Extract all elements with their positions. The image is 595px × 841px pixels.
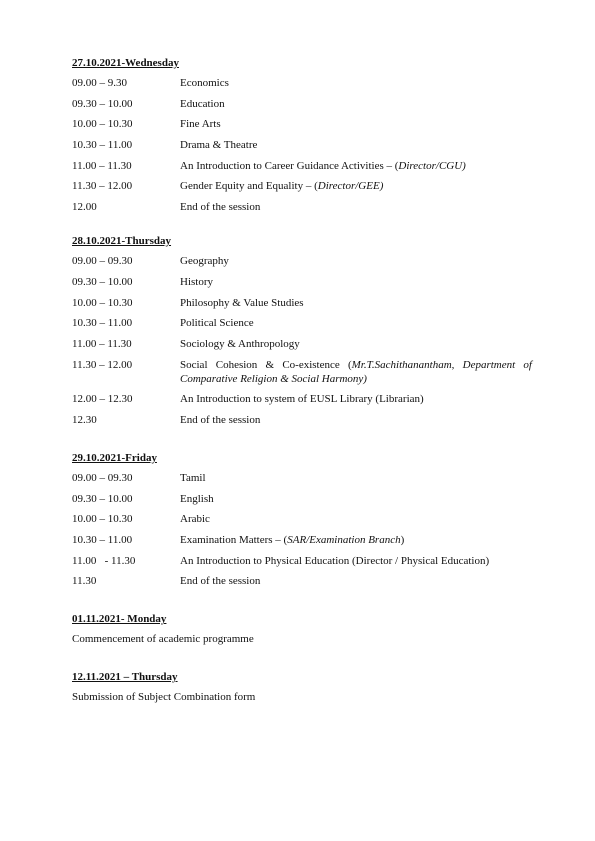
time-slot: 11.30: [72, 575, 97, 588]
event-text: Economics: [180, 77, 229, 89]
event-text: An Introduction to system of EUSL Library (Librarian): [180, 393, 424, 406]
event-description: [180, 296, 532, 310]
schedule-row: [72, 200, 532, 214]
schedule-row: [72, 574, 532, 588]
time-slot: 11.00 – 11.30: [72, 337, 132, 350]
event-description: [180, 76, 532, 90]
time-slot: 09.30 – 10.00: [72, 492, 133, 505]
schedule-row: [72, 275, 532, 289]
event-text: Gender Equity and Equality – (: [180, 180, 318, 193]
event-description: [180, 179, 532, 193]
milestone-text: Submission of Subject Combination form: [72, 691, 256, 704]
event-description: [180, 413, 532, 427]
day-section: [72, 234, 532, 427]
event-text-italic: Mr.T.Sachithanantham, Department of Comparative Religion & Social Harmony): [180, 358, 532, 385]
schedule-row: [72, 471, 532, 485]
event-text: Sociology & Anthropology: [180, 337, 300, 350]
event-text: Fine Arts: [180, 118, 221, 131]
time-slot: 10.30 – 11.00: [72, 139, 133, 152]
event-description: [180, 138, 532, 152]
time-slot: 12.30: [72, 413, 97, 426]
milestone-section: [72, 612, 532, 646]
event-description: [180, 97, 532, 111]
time-slot: 12.00 – 12.30: [72, 393, 133, 406]
time-slot: 10.00 – 10.30: [72, 296, 133, 309]
time-slot: 11.30 – 12.00: [72, 358, 133, 371]
event-text: Geography: [180, 255, 229, 268]
event-description: [180, 512, 532, 526]
event-text: Education: [180, 97, 225, 110]
event-text: An Introduction to Career Guidance Activities – (: [180, 159, 399, 172]
schedule-row: [72, 76, 532, 90]
schedule-row: [72, 337, 532, 351]
event-description: [180, 358, 532, 386]
time-slot: 10.30 – 11.00: [72, 317, 133, 330]
time-slot: 09.00 – 09.30: [72, 471, 133, 484]
schedule-row: [72, 138, 532, 152]
event-description: [180, 200, 532, 214]
event-text: End of the session: [180, 201, 261, 214]
event-description: [180, 392, 532, 406]
schedule-row: [72, 159, 532, 173]
time-slot: 09.00 – 09.30: [72, 255, 133, 268]
schedule-row: [72, 97, 532, 111]
schedule-row: [72, 316, 532, 330]
schedule-row: [72, 117, 532, 131]
event-description: [180, 316, 532, 330]
event-text: ): [400, 534, 405, 546]
schedule-row: [72, 533, 532, 547]
event-text-italic: Director/CGU): [398, 159, 466, 172]
event-description: [180, 337, 532, 351]
time-slot: 11.00 - 11.30: [72, 554, 136, 567]
time-slot: 10.00 – 10.30: [72, 513, 133, 526]
schedule-row: [72, 413, 532, 427]
day-section: [72, 56, 532, 214]
time-slot: 12.00: [72, 201, 97, 214]
milestone-heading: 12.11.2021 – Thursday: [72, 671, 178, 684]
time-slot: 11.30 – 12.00: [72, 180, 133, 193]
event-description: [180, 275, 532, 289]
milestone-section: [72, 670, 532, 704]
event-text: Examination Matters – (: [180, 534, 288, 546]
event-text: English: [180, 492, 214, 505]
event-description: [180, 471, 532, 485]
day-sections: [72, 56, 532, 588]
event-description: [180, 574, 532, 588]
note-sections: [72, 612, 532, 704]
schedule-row: [72, 358, 532, 386]
event-text: An Introduction to Physical Education (Director / Physical Education): [180, 554, 490, 567]
event-text: End of the session: [180, 413, 261, 426]
milestone-text: Commencement of academic programme: [72, 633, 254, 646]
event-text: Philosophy & Value Studies: [180, 296, 304, 309]
day-heading: 27.10.2021-Wednesday: [72, 57, 179, 69]
event-text: Social Cohesion & Co-existence (: [180, 358, 352, 371]
event-text: Drama & Theatre: [180, 139, 258, 152]
milestone-heading: 01.11.2021- Monday: [72, 613, 167, 626]
event-text: History: [180, 275, 213, 288]
event-description: [180, 533, 532, 547]
event-description: [180, 492, 532, 506]
day-section: [72, 451, 532, 588]
event-text: Tamil: [180, 471, 206, 484]
event-description: [180, 554, 532, 568]
event-text: Political Science: [180, 317, 254, 330]
time-slot: 09.30 – 10.00: [72, 97, 133, 110]
event-description: [180, 117, 532, 131]
schedule-page: [72, 56, 532, 728]
schedule-row: [72, 492, 532, 506]
schedule-row: [72, 179, 532, 193]
event-text: End of the session: [180, 575, 261, 588]
time-slot: 09.30 – 10.00: [72, 275, 133, 288]
day-heading: 28.10.2021-Thursday: [72, 235, 172, 248]
event-description: [180, 159, 532, 173]
event-description: [180, 254, 532, 268]
schedule-row: [72, 296, 532, 310]
schedule-row: [72, 554, 532, 568]
event-text: Arabic: [180, 513, 210, 526]
schedule-row: [72, 392, 532, 406]
event-text-italic: SAR/Examination Branch: [287, 534, 401, 546]
schedule-row: [72, 512, 532, 526]
time-slot: 09.00 – 9.30: [72, 77, 127, 89]
event-text-italic: Director/GEE): [317, 180, 384, 193]
day-heading: 29.10.2021-Friday: [72, 451, 157, 464]
schedule-row: [72, 254, 532, 268]
time-slot: 11.00 – 11.30: [72, 159, 132, 172]
time-slot: 10.00 – 10.30: [72, 118, 133, 131]
time-slot: 10.30 – 11.00: [72, 534, 133, 546]
